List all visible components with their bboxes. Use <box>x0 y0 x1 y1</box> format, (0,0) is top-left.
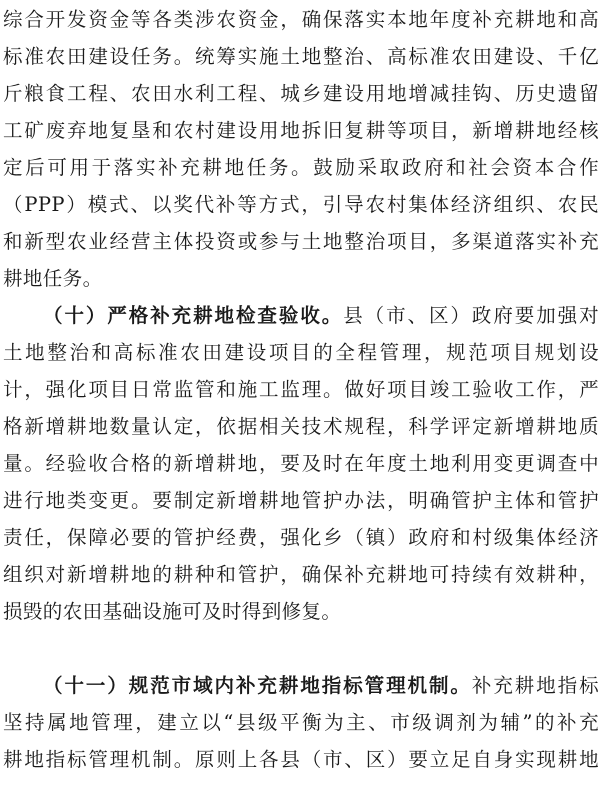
paragraph-1-line-3: 斤粮食工程、农田水利工程、城乡建设用地增减挂钩、历史遗留 <box>3 82 599 105</box>
paragraph-1-line-8: 耕地任务。 <box>3 267 103 290</box>
paragraph-1-line-7: 和新型农业经营主体投资或参与土地整治项目，多渠道落实补充 <box>3 230 599 253</box>
section-heading-10: （十）严格补充耕地检查验收。 <box>43 304 344 327</box>
paragraph-3-line-1-text: 补充耕地指标 <box>471 674 599 697</box>
paragraph-2-line-1 <box>43 299 599 333</box>
paragraph-1-line-6: （PPP）模式、以奖代补等方式，引导农村集体经济组织、农民 <box>3 193 599 216</box>
paragraph-1-line-1: 综合开发资金等各类涉农资金，确保落实本地年度补充耕地和高 <box>3 8 599 31</box>
paragraph-3-line-2: 坚持属地管理，建立以“县级平衡为主、市级调剂为辅”的补充 <box>3 711 599 734</box>
paragraph-2-line-7: 责任，保障必要的管护经费，强化乡（镇）政府和村级集体经济 <box>3 526 599 549</box>
paragraph-3-line-3: 耕地指标管理机制。原则上各县（市、区）要立足自身实现耕地 <box>3 748 599 771</box>
paragraph-2-line-8: 组织对新增耕地的耕种和管护，确保补充耕地可持续有效耕种， <box>3 563 599 586</box>
paragraph-1-line-4: 工矿废弃地复垦和农村建设用地拆旧复耕等项目，新增耕地经核 <box>3 119 599 142</box>
paragraph-2-line-6: 进行地类变更。要制定新增耕地管护办法，明确管护主体和管护 <box>3 489 599 512</box>
paragraph-2-line-4: 格新增耕地数量认定，依据相关技术规程，科学评定新增耕地质 <box>3 415 599 438</box>
paragraph-2-line-5: 量。经验收合格的新增耕地，要及时在年度土地利用变更调查中 <box>3 452 599 475</box>
paragraph-1-line-2: 标准农田建设任务。统筹实施土地整治、高标准农田建设、千亿 <box>3 45 599 68</box>
paragraph-2-line-9: 损毁的农田基础设施可及时得到修复。 <box>3 600 342 623</box>
paragraph-3-line-1 <box>43 669 599 703</box>
paragraph-2-line-2: 土地整治和高标准农田建设项目的全程管理，规范项目规划设 <box>3 341 599 364</box>
paragraph-2-line-3: 计，强化项目日常监管和施工监理。做好项目竣工验收工作，严 <box>3 378 599 401</box>
paragraph-1-line-5: 定后可用于落实补充耕地任务。鼓励采取政府和社会资本合作 <box>3 156 599 179</box>
paragraph-2-line-1-text: 县（市、区）政府要加强对 <box>343 304 599 327</box>
section-heading-11: （十一）规范市域内补充耕地指标管理机制。 <box>43 674 472 697</box>
